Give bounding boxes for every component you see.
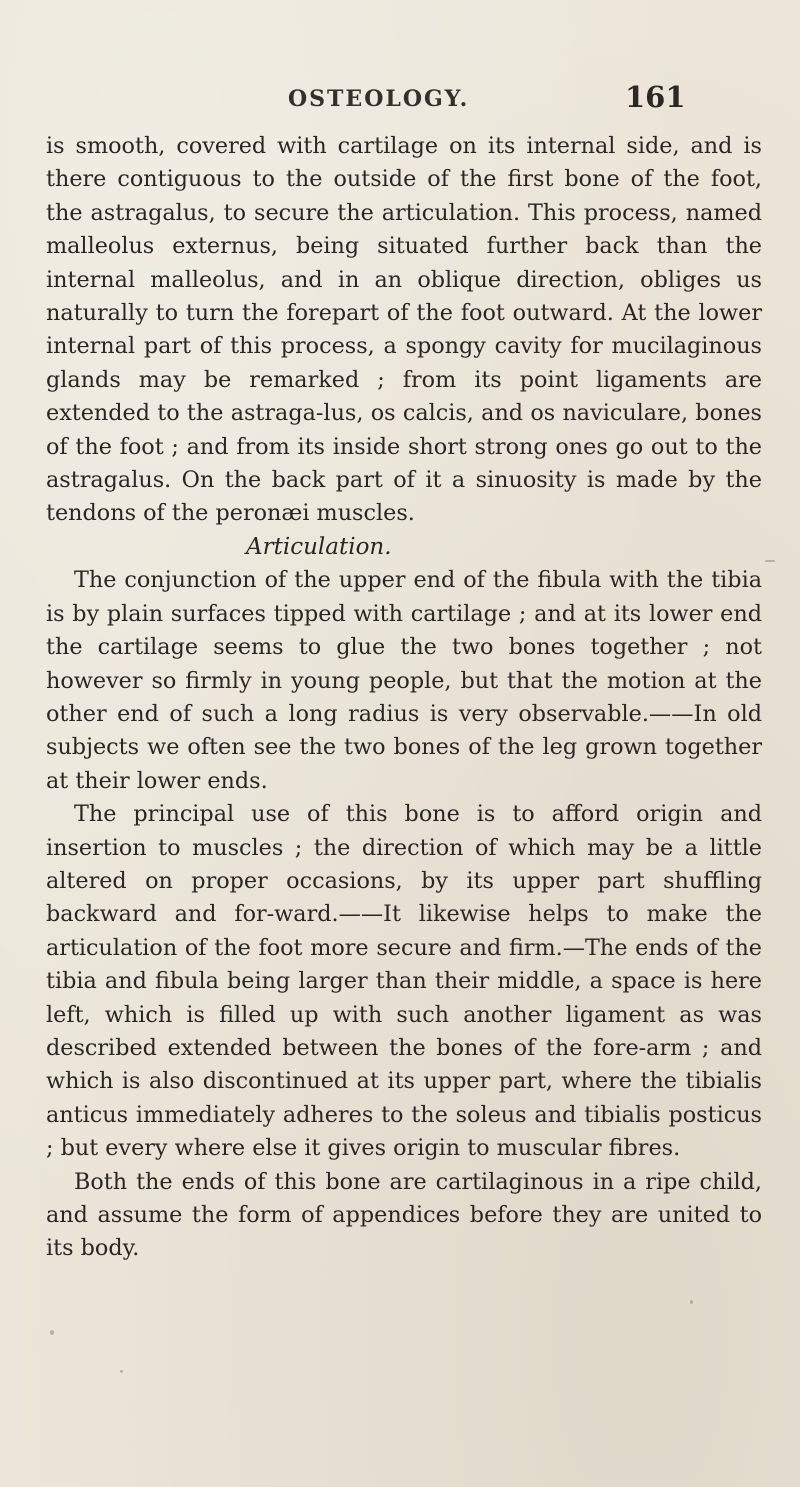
paper-speck	[690, 1300, 693, 1304]
body-text	[46, 130, 762, 1266]
paragraph-principal-use: The principal use of this bone is to afford origin and insertion to muscles ; the direction of which may be a little altered on proper occasions, by its upper part shuffling backward and for-ward.——It likewise helps to make the articulation of the foot more secure and firm.—The ends of the tibia and fibula being larger than their middle, a space is here left, which is filled up with such another ligament as was described extended between the bones of the fore-arm ; and which is also discontinued at its upper part, where the tibialis anticus immediately adheres to the soleus and tibialis posticus ; but every where else it gives origin to muscular fibres.	[46, 801, 762, 1162]
page-number: 161	[625, 80, 686, 114]
paragraph-continued: is smooth, covered with cartilage on its internal side, and is there contiguous to the outside of the first bone of the foot, the astragalus, to secure the articulation. This process, named malleolus externus, being situated further back than the internal malleolus, and in an oblique direction, obliges us naturally to turn the forepart of the foot outward. At the lower internal part of this process, a spongy cavity for mucilaginous glands may be remarked ; from its point ligaments are extended to the astraga-lus, os calcis, and os naviculare, bones of the foot ; and from its inside short strong ones go out to the astragalus. On the back part of it a sinuosity is made by the tendons of the peronæi muscles.	[46, 133, 762, 527]
paper-speck	[120, 1370, 123, 1373]
running-head	[0, 80, 800, 120]
paragraph-conjunction: The conjunction of the upper end of the fibula with the tibia is by plain surfaces tipped with cartilage ; and at its lower end the cartilage seems to glue the two bones together ; not however so firmly in young people, but that the motion at the other end of such a long radius is very observable.——In old subjects we often see the two bones of the leg grown together at their lower ends.	[46, 567, 762, 794]
running-title: OSTEOLOGY.	[288, 86, 470, 112]
paragraph-both-ends: Both the ends of this bone are cartilaginous in a ripe child, and assume the form of appendices before they are united to its body.	[46, 1168, 762, 1262]
paper-speck	[50, 1330, 54, 1335]
paper-speck	[765, 560, 775, 562]
section-heading-articulation: Articulation.	[246, 533, 392, 560]
